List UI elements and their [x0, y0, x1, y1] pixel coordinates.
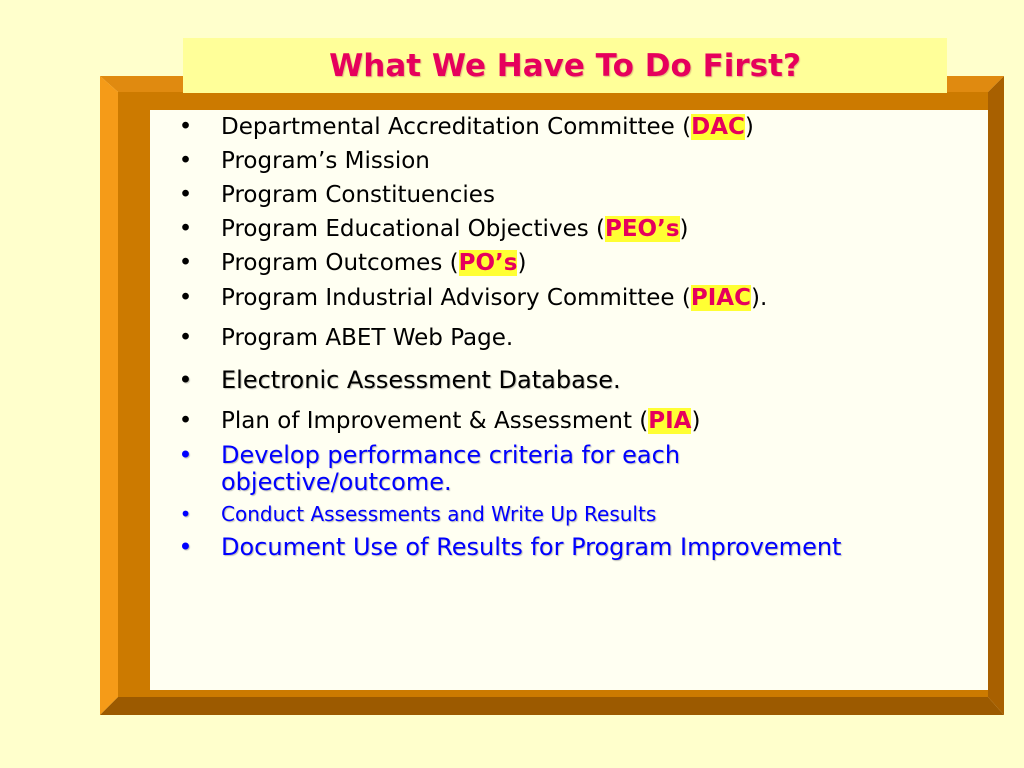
bullet-marker: •: [178, 182, 193, 208]
list-item-label: Program Educational Objectives (: [221, 216, 605, 242]
acronym-highlight: PEO’s: [604, 216, 680, 242]
bullet-marker: •: [178, 285, 193, 311]
list-item-text: [221, 216, 980, 242]
bullet-marker: •: [178, 114, 193, 140]
acronym-highlight: PIA: [648, 408, 692, 434]
bullet-marker: •: [178, 216, 193, 242]
bullet-marker: •: [178, 533, 193, 561]
list-item-text: [221, 114, 980, 140]
acronym-highlight: PIAC: [690, 285, 751, 311]
list-item-label: Program’s Mission: [221, 148, 430, 174]
list-item: [150, 502, 980, 526]
list-item-suffix: ): [679, 216, 689, 242]
list-item-suffix: ).: [750, 285, 768, 311]
bullet-marker: •: [179, 502, 192, 526]
list-item-label: Program Industrial Advisory Committee (: [221, 285, 691, 311]
list-item: [150, 408, 980, 434]
list-item-suffix: ): [691, 408, 701, 434]
list-item: [150, 285, 980, 311]
list-item: [150, 367, 980, 393]
list-item-suffix: ): [517, 250, 527, 276]
list-item-text: [221, 250, 980, 276]
list-item: [150, 442, 980, 496]
list-item-text: [221, 408, 980, 434]
list-item: [150, 182, 980, 208]
acronym-highlight: PO’s: [458, 250, 518, 276]
list-item-label: Plan of Improvement & Assessment (: [221, 408, 649, 434]
acronym-highlight: DAC: [691, 114, 745, 140]
bullet-marker: •: [178, 148, 193, 174]
bullet-marker: •: [178, 250, 193, 276]
bullet-marker: •: [178, 325, 193, 351]
list-item-label: Develop performance criteria for each objective/outcome.: [221, 441, 681, 496]
list-item-label: Program Constituencies: [221, 182, 495, 208]
bullet-marker: •: [178, 366, 193, 394]
frame-bevel-left: [100, 76, 118, 715]
frame-bevel-bottom: [100, 697, 1004, 715]
list-item: [150, 534, 980, 560]
title-box: [183, 38, 947, 93]
slide-title: What We Have To Do First?: [329, 47, 801, 84]
bullet-marker: •: [178, 441, 193, 469]
list-item-label: Program Outcomes (: [221, 250, 459, 276]
bullet-list: [150, 110, 988, 690]
list-item-label: Departmental Accreditation Committee (: [221, 114, 692, 140]
list-item: [150, 250, 980, 276]
list-item-label: Electronic Assessment Database.: [221, 366, 621, 394]
list-item: [150, 216, 980, 242]
list-item: [150, 325, 980, 351]
list-item-label: Program ABET Web Page.: [221, 325, 514, 351]
list-item-label: Document Use of Results for Program Improvement: [221, 533, 842, 561]
list-item-label: Conduct Assessments and Write Up Results: [221, 502, 657, 526]
frame-bevel-right: [988, 76, 1004, 715]
list-item: [150, 148, 980, 174]
list-item-suffix: ): [744, 114, 754, 140]
bullet-marker: •: [178, 408, 193, 434]
list-item: [150, 114, 980, 140]
list-item-text: [221, 285, 980, 311]
